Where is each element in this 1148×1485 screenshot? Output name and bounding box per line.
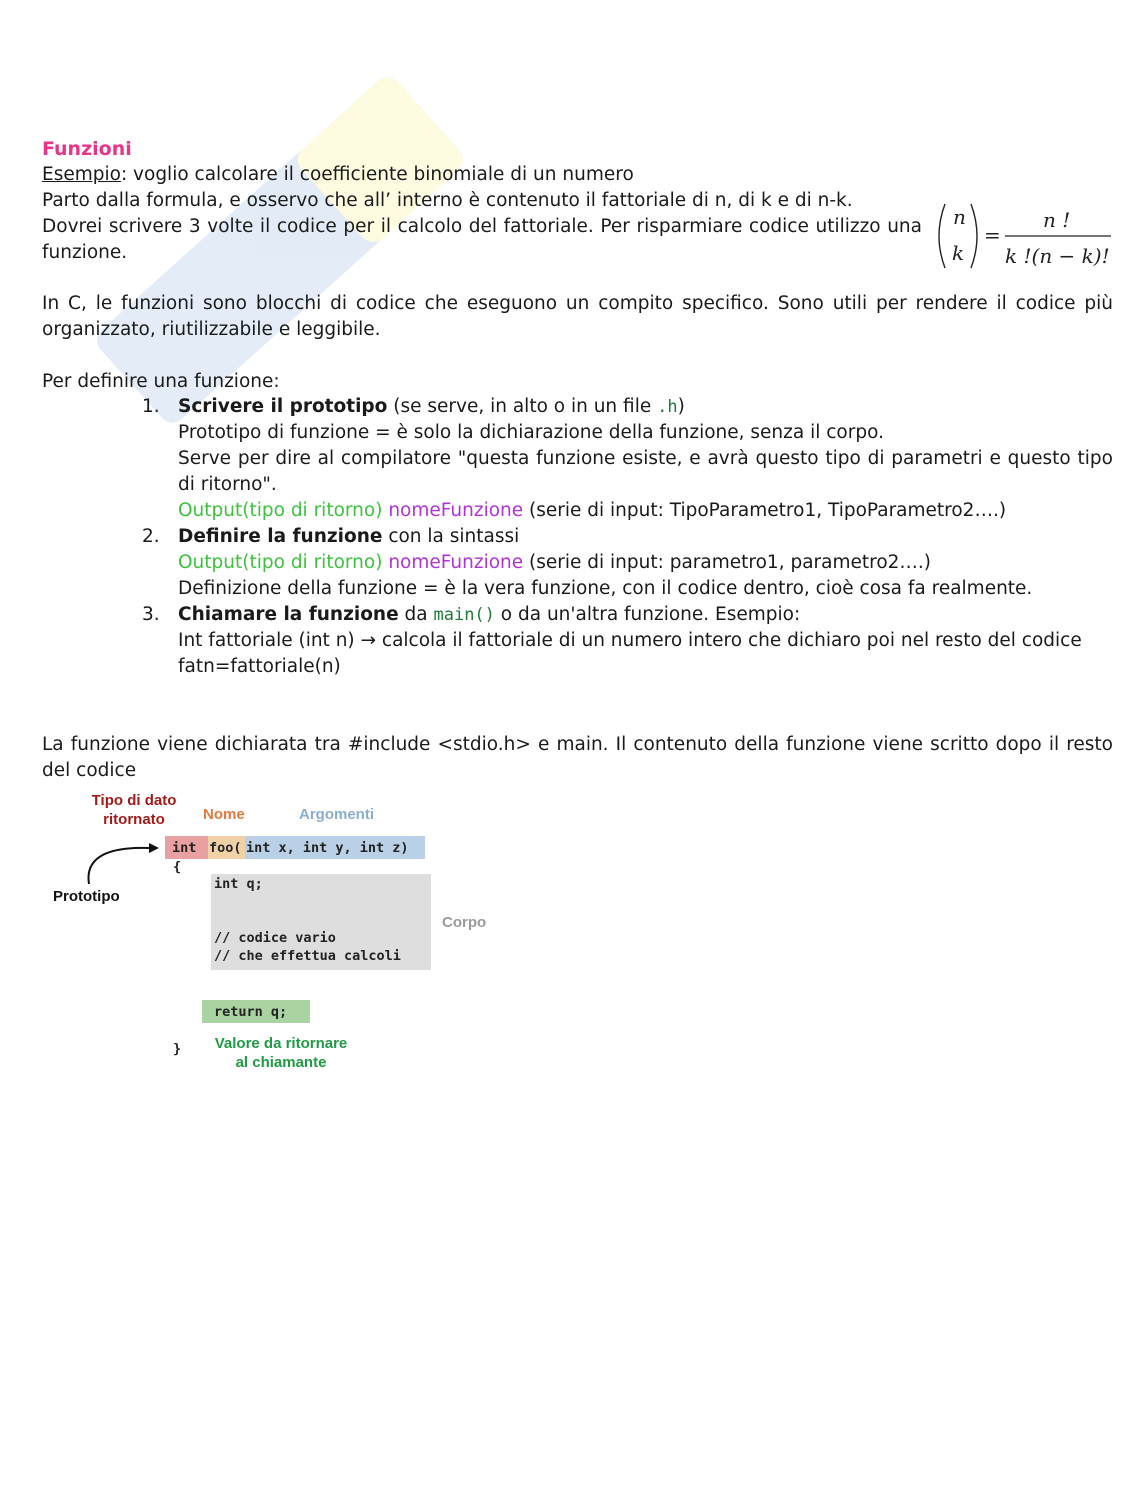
steps-list	[142, 394, 1113, 680]
code-return: return q;	[214, 1004, 288, 1020]
label-prototype: Prototipo	[53, 888, 120, 905]
step-line: Serve per dire al compilatore "questa funzione esiste, e avrà questo tipo di parametri e questo tipo di ritorno".	[178, 448, 1113, 495]
file-extension-code: .h	[657, 397, 678, 417]
code-int: int	[172, 840, 197, 856]
function-anatomy-diagram	[45, 788, 505, 1088]
section-heading: Funzioni	[42, 138, 132, 160]
formula-equals: =	[984, 223, 1001, 247]
label-return-type: Tipo di dato ritornato	[91, 792, 177, 828]
signature-name: nomeFunzione	[382, 552, 524, 573]
step-1	[142, 394, 1113, 524]
intro-line-3: Dovrei scrivere 3 volte il codice per il calcolo del fattoriale. Per risparmiare codice utilizzo una funzione.	[42, 216, 922, 263]
define-intro: Per definire una funzione:	[42, 371, 280, 392]
step-title: Chiamare la funzione	[178, 604, 399, 625]
step-title: Definire la funzione	[178, 526, 383, 547]
label-name: Nome	[203, 806, 245, 823]
example-line	[42, 162, 1113, 188]
prototype-arrow-icon	[75, 840, 161, 886]
step-text: )	[677, 396, 685, 417]
formula-top: n	[953, 205, 966, 229]
step-line: fatn=fattoriale(n)	[178, 656, 341, 677]
code-open-brace: {	[173, 859, 182, 875]
step-line: Int fattoriale (int n) → calcola il fattoriale di un numero intero che dichiaro poi nel resto del codice	[178, 630, 1082, 651]
step-line: Definizione della funzione = è la vera funzione, con il codice dentro, cioè cosa fa realmente.	[178, 578, 1033, 599]
code-foo: foo(	[209, 840, 242, 856]
step-text: o da un'altra funzione. Esempio:	[494, 604, 801, 625]
step-3	[142, 602, 1113, 680]
intro-line-2: Parto dalla formula, e osservo che all’ interno è contenuto il fattoriale di n, di k e di n-k.	[42, 190, 853, 211]
signature-output: Output(tipo di ritorno)	[178, 552, 383, 573]
formula-denominator: k !(n − k)!	[1005, 244, 1110, 268]
example-text: : voglio calcolare il coefficiente binomiale di un numero	[120, 164, 634, 185]
signature-name: nomeFunzione	[382, 500, 524, 521]
step-number: 2.	[142, 526, 160, 547]
label-body: Corpo	[442, 914, 487, 931]
closing-paragraph: La funzione viene dichiarata tra #include <stdio.h> e main. Il contenuto della funzione viene scritto dopo il resto del codice	[42, 734, 1113, 781]
step-text: con la sintassi	[382, 526, 520, 547]
formula-numerator: n !	[1043, 208, 1071, 232]
signature-params: (serie di input: TipoParametro1, TipoParametro2….)	[523, 500, 1007, 521]
step-number: 1.	[142, 396, 160, 417]
signature-line	[178, 550, 1113, 576]
step-number: 3.	[142, 604, 160, 625]
step-line: Prototipo di funzione = è solo la dichiarazione della funzione, senza il corpo.	[178, 422, 884, 443]
binomial-formula	[935, 200, 1115, 272]
signature-output: Output(tipo di ritorno)	[178, 500, 383, 521]
step-text: (se serve, in alto o in un file	[387, 396, 658, 417]
code-close-brace: }	[173, 1041, 182, 1057]
code-args: int x, int y, int z)	[246, 840, 409, 856]
step-2	[142, 524, 1113, 602]
example-label: Esempio	[42, 164, 121, 185]
signature-params: (serie di input: parametro1, parametro2….)	[523, 552, 932, 573]
label-arguments: Argomenti	[299, 806, 374, 823]
main-code: main()	[433, 605, 495, 625]
paragraph-c-functions: In C, le funzioni sono blocchi di codice che eseguono un compito specifico. Sono utili per rendere il codice più organizzato, riutilizzabile e leggibile.	[42, 293, 1113, 340]
signature-line	[178, 498, 1113, 524]
step-title: Scrivere il prototipo	[178, 396, 388, 417]
code-body: int q; // codice vario // che effettua calcoli	[214, 876, 401, 964]
formula-bottom: k	[952, 241, 965, 265]
step-text: da	[398, 604, 434, 625]
label-return-value: Valore da ritornare al chiamante	[214, 1035, 348, 1071]
